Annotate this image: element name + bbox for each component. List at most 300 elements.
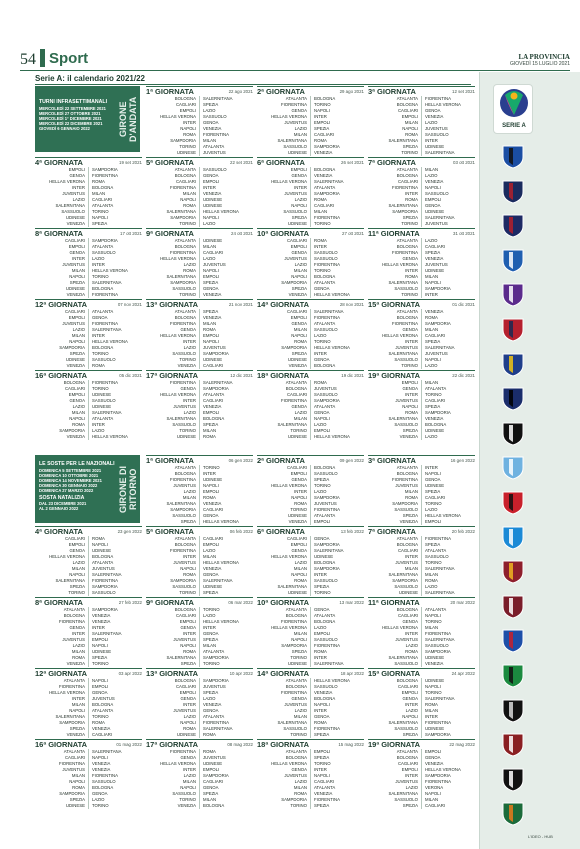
- home-team: BOLOGNA: [63, 380, 85, 385]
- round-label: 2ª GIORNATA: [257, 456, 305, 465]
- home-team: GENOA: [402, 327, 418, 333]
- away-team: SPEZIA: [200, 590, 254, 596]
- away-team: SASSUOLO: [89, 590, 143, 596]
- match-row: [146, 150, 253, 156]
- home-team: MILAN: [182, 495, 196, 501]
- away-team: ROMA: [200, 327, 254, 333]
- home-team: HELLAS VERONA: [160, 761, 196, 767]
- sassuolo-crest-icon: [500, 662, 526, 688]
- away-team: SPEZIA: [200, 280, 254, 286]
- away-team: UDINESE: [200, 761, 254, 767]
- home-team: LAZIO: [294, 708, 307, 714]
- round-block: [146, 157, 253, 227]
- away-team: MILAN: [200, 554, 254, 560]
- round-block: [257, 370, 364, 440]
- round-header: [257, 157, 364, 167]
- home-team: EMPOLI: [290, 244, 307, 250]
- udinese-crest-icon: [500, 766, 526, 792]
- away-team: INTER: [89, 422, 143, 428]
- away-team: GENOA: [200, 572, 254, 578]
- away-team: GENOA: [311, 607, 365, 613]
- round-label: 1ª GIORNATA: [146, 87, 194, 96]
- home-team: CAGLIARI: [286, 536, 307, 541]
- home-team: JUVENTUS: [395, 398, 418, 404]
- home-team: TORINO: [290, 428, 307, 434]
- away-team: ATALANTA: [311, 785, 365, 791]
- round-label: 15ª GIORNATA: [368, 300, 421, 309]
- home-team: GENOA: [180, 696, 196, 702]
- away-team: BOLOGNA: [89, 702, 143, 708]
- away-team: SPEZIA: [200, 309, 254, 315]
- home-team: INTER: [183, 339, 196, 345]
- away-team: INTER: [311, 708, 365, 714]
- home-team: CAGLIARI: [175, 102, 196, 108]
- round-block: [368, 157, 475, 227]
- away-team: SALERNITANA: [200, 96, 254, 102]
- away-team: VENEZIA: [89, 619, 143, 625]
- home-team: GENOA: [180, 755, 196, 761]
- round-date: 12 set 2021: [452, 89, 475, 94]
- away-team: BOLOGNA: [311, 560, 365, 566]
- home-team: LAZIO: [183, 773, 196, 779]
- home-team: TORINO: [290, 507, 307, 513]
- round-block: [368, 370, 475, 440]
- home-team: CAGLIARI: [397, 613, 418, 619]
- home-team: VENEZIA: [399, 519, 418, 525]
- round-date: 22 set 2021: [230, 160, 253, 165]
- home-team: SPEZIA: [69, 280, 85, 286]
- home-team: ATALANTA: [285, 380, 307, 385]
- home-team: SAMPDORIA: [281, 797, 307, 803]
- home-team: BOLOGNA: [285, 613, 307, 619]
- home-team: LAZIO: [183, 714, 196, 720]
- away-team: SALERNITANA: [200, 380, 254, 386]
- away-team: NAPOLI: [89, 215, 143, 221]
- home-team: NAPOLI: [69, 708, 85, 714]
- match-table: [257, 536, 364, 596]
- round-label: 19ª GIORNATA: [368, 371, 421, 380]
- fiorentina-crest-icon: [500, 281, 526, 307]
- home-team: TORINO: [290, 655, 307, 661]
- round-block: [146, 739, 253, 809]
- home-team: INTER: [405, 702, 418, 708]
- away-team: SPEZIA: [422, 542, 476, 548]
- away-team: ATALANTA: [89, 309, 143, 315]
- home-team: ROMA: [72, 422, 85, 428]
- away-team: SASSUOLO: [311, 250, 365, 256]
- round-header: [368, 526, 475, 536]
- away-team: SALERNITANA: [311, 309, 365, 315]
- round-block: [257, 739, 364, 809]
- away-team: TORINO: [89, 386, 143, 392]
- home-team: SAMPDORIA: [59, 791, 85, 797]
- away-team: GENOA: [200, 173, 254, 179]
- home-team: INTER: [183, 554, 196, 560]
- home-team: JUVENTUS: [284, 702, 307, 708]
- home-team: TORINO: [290, 803, 307, 809]
- away-team: NAPOLI: [89, 542, 143, 548]
- away-team: ATALANTA: [311, 185, 365, 191]
- match-row: [35, 590, 142, 596]
- away-team: ROMA: [311, 649, 365, 655]
- away-team: HELLAS VERONA: [200, 209, 254, 215]
- home-team: SALERNITANA: [166, 655, 196, 661]
- away-team: LAZIO: [422, 120, 476, 126]
- round-label: 10ª GIORNATA: [257, 229, 310, 238]
- home-team: MILAN: [293, 327, 307, 333]
- home-team: CAGLIARI: [286, 392, 307, 398]
- home-team: CAGLIARI: [175, 684, 196, 690]
- home-team: MILAN: [71, 566, 85, 572]
- away-team: ATALANTA: [89, 416, 143, 422]
- home-team: VENEZIA: [288, 292, 307, 298]
- away-team: CAGLIARI: [422, 803, 476, 809]
- home-team: GENOA: [291, 477, 307, 483]
- away-team: BOLOGNA: [200, 416, 254, 422]
- round-header: [257, 597, 364, 607]
- away-team: SASSUOLO: [311, 578, 365, 584]
- away-team: FIORENTINA: [200, 720, 254, 726]
- away-team: ROMA: [311, 380, 365, 386]
- home-team: MILAN: [293, 785, 307, 791]
- serie-a-logo-mark: [494, 85, 534, 123]
- away-team: INTER: [422, 714, 476, 720]
- home-team: GENOA: [69, 625, 85, 631]
- away-team: CAGLIARI: [311, 779, 365, 785]
- round-header: [146, 228, 253, 238]
- away-team: UDINESE: [200, 238, 254, 244]
- round-block: [257, 597, 364, 667]
- home-team: ATALANTA: [174, 238, 196, 243]
- away-team: LAZIO: [422, 584, 476, 590]
- ritorno-label: GIRONE DI RITORNO: [118, 465, 138, 513]
- match-row: [368, 363, 475, 369]
- home-team: SALERNITANA: [55, 714, 85, 720]
- round-block: [35, 157, 142, 227]
- home-team: ATALANTA: [174, 309, 196, 314]
- round-label: 6ª GIORNATA: [257, 158, 305, 167]
- round-label: 8ª GIORNATA: [35, 229, 83, 238]
- away-team: MILAN: [311, 209, 365, 215]
- away-team: HELLAS VERONA: [311, 345, 365, 351]
- home-team: ATALANTA: [63, 607, 85, 612]
- calendar-title: Serie A: il calendario 2021/22: [35, 74, 145, 83]
- midweek-date: MERCOLEDÌ 1° DICEMBRE 2021: [39, 116, 102, 121]
- away-team: UDINESE: [200, 357, 254, 363]
- away-team: CAGLIARI: [311, 132, 365, 138]
- round-label: 17ª GIORNATA: [146, 740, 199, 749]
- away-team: TORINO: [311, 761, 365, 767]
- home-team: ATALANTA: [174, 536, 196, 541]
- away-team: NAPOLI: [422, 471, 476, 477]
- match-row: [146, 519, 253, 525]
- match-table: [257, 309, 364, 369]
- home-team: NAPOLI: [69, 339, 85, 345]
- home-team: BOLOGNA: [396, 315, 418, 321]
- home-team: CAGLIARI: [397, 108, 418, 114]
- away-team: ATALANTA: [200, 144, 254, 150]
- home-team: BOLOGNA: [396, 244, 418, 250]
- away-team: VENEZIA: [311, 150, 365, 156]
- away-team: MILAN: [200, 244, 254, 250]
- away-team: GENOA: [200, 708, 254, 714]
- home-team: CAGLIARI: [175, 613, 196, 619]
- away-team: SAMPDORIA: [311, 495, 365, 501]
- match-table: [146, 238, 253, 298]
- away-team: VENEZIA: [422, 114, 476, 120]
- away-team: TORINO: [200, 661, 254, 667]
- home-team: LAZIO: [294, 126, 307, 132]
- home-team: ROMA: [294, 339, 307, 345]
- away-team: JUVENTUS: [200, 755, 254, 761]
- round-header: [368, 455, 475, 465]
- home-team: GENOA: [69, 173, 85, 179]
- away-team: SAMPDORIA: [89, 167, 143, 173]
- away-team: SAMPDORIA: [422, 410, 476, 416]
- away-team: JUVENTUS: [311, 501, 365, 507]
- away-team: SALERNITANA: [89, 327, 143, 333]
- match-table: [146, 167, 253, 227]
- home-team: EMPOLI: [179, 690, 196, 696]
- home-team: BOLOGNA: [396, 542, 418, 548]
- away-team: ATALANTA: [200, 649, 254, 655]
- away-team: NAPOLI: [422, 613, 476, 619]
- home-team: MILAN: [404, 120, 418, 126]
- home-team: INTER: [183, 631, 196, 637]
- round-header: [368, 668, 475, 678]
- section-marker: [40, 49, 45, 67]
- away-team: FIORENTINA: [311, 315, 365, 321]
- home-team: BOLOGNA: [396, 173, 418, 179]
- away-team: EMPOLI: [311, 519, 365, 525]
- roma-crest-icon: [500, 558, 526, 584]
- header-divider: [20, 70, 570, 71]
- home-team: FIORENTINA: [280, 690, 307, 696]
- home-team: FIORENTINA: [280, 398, 307, 404]
- away-team: HELLAS VERONA: [200, 560, 254, 566]
- home-team: JUVENTUS: [395, 483, 418, 489]
- break-date: DOMENICA 30 GENNAIO 2022: [39, 483, 98, 488]
- away-team: INTER: [422, 292, 476, 298]
- away-team: EMPOLI: [311, 120, 365, 126]
- away-team: EMPOLI: [311, 749, 365, 755]
- away-team: NAPOLI: [422, 280, 476, 286]
- away-team: LAZIO: [200, 548, 254, 554]
- match-table: [146, 749, 253, 809]
- match-table: [368, 167, 475, 227]
- away-team: SASSUOLO: [89, 357, 143, 363]
- round-date: 23 gen 2022: [117, 529, 142, 534]
- home-team: GENOA: [180, 327, 196, 333]
- sampdoria-crest-icon: [500, 627, 526, 653]
- away-team: SAMPDORIA: [422, 732, 476, 738]
- home-team: BOLOGNA: [174, 96, 196, 101]
- round-block: [146, 228, 253, 298]
- home-team: FIORENTINA: [58, 761, 85, 767]
- match-row: [368, 519, 475, 525]
- away-team: ROMA: [200, 732, 254, 738]
- away-team: SAMPDORIA: [89, 607, 143, 613]
- round-header: [146, 739, 253, 749]
- away-team: ROMA: [422, 578, 476, 584]
- home-team: SPEZIA: [402, 732, 418, 738]
- round-label: 11ª GIORNATA: [368, 229, 420, 238]
- home-team: FIORENTINA: [280, 619, 307, 625]
- match-table: [368, 309, 475, 369]
- home-team: SASSUOLO: [283, 726, 307, 732]
- home-team: SPEZIA: [69, 726, 85, 732]
- away-team: SASSUOLO: [311, 256, 365, 262]
- round-label: 17ª GIORNATA: [146, 371, 199, 380]
- match-row: [368, 732, 475, 738]
- away-team: ROMA: [311, 138, 365, 144]
- midweek-date: MERCOLEDÌ 27 OTTOBRE 2021: [39, 111, 101, 116]
- home-team: TORINO: [179, 144, 196, 150]
- away-team: SALERNITANA: [89, 631, 143, 637]
- home-team: INTER: [72, 256, 85, 262]
- home-team: INTER: [405, 191, 418, 197]
- away-team: MILAN: [422, 625, 476, 631]
- away-team: VENEZIA: [89, 761, 143, 767]
- match-row: [146, 803, 253, 809]
- home-team: LAZIO: [405, 785, 418, 791]
- home-team: JUVENTUS: [62, 637, 85, 643]
- away-team: VENEZIA: [422, 179, 476, 185]
- home-team: LAZIO: [183, 489, 196, 495]
- round-date: 03 ott 2021: [453, 160, 475, 165]
- home-team: TORINO: [401, 221, 418, 227]
- round-block: [35, 370, 142, 440]
- home-team: UDINESE: [287, 221, 307, 227]
- home-team: TORINO: [179, 292, 196, 298]
- home-team: EMPOLI: [68, 244, 85, 250]
- away-team: TORINO: [89, 274, 143, 280]
- round-block: [368, 299, 475, 369]
- home-team: ROMA: [405, 649, 418, 655]
- home-team: LAZIO: [405, 708, 418, 714]
- away-team: VENEZIA: [200, 292, 254, 298]
- home-team: SPEZIA: [402, 803, 418, 809]
- midweek-date: GIOVEDÌ 6 GENNAIO 2022: [39, 126, 90, 131]
- match-table: [368, 749, 475, 809]
- away-team: ROMA: [200, 495, 254, 501]
- home-team: UDINESE: [287, 434, 307, 440]
- home-team: ATALANTA: [174, 167, 196, 172]
- home-team: NAPOLI: [69, 779, 85, 785]
- home-team: MILAN: [71, 773, 85, 779]
- midweek-date: MERCOLEDÌ 22 SETTEMBRE 2021: [39, 106, 106, 111]
- home-team: SPEZIA: [402, 428, 418, 434]
- home-team: SASSUOLO: [394, 357, 418, 363]
- away-team: SPEZIA: [422, 489, 476, 495]
- away-team: BOLOGNA: [89, 785, 143, 791]
- round-header: [35, 597, 142, 607]
- home-team: CAGLIARI: [64, 386, 85, 392]
- match-table: [35, 749, 142, 809]
- home-team: INTER: [183, 767, 196, 773]
- away-team: SAMPDORIA: [311, 566, 365, 572]
- round-date: 06 mar 2022: [228, 600, 253, 605]
- match-row: [257, 519, 364, 525]
- away-team: SPEZIA: [200, 637, 254, 643]
- home-team: LAZIO: [72, 643, 85, 649]
- home-team: CAGLIARI: [397, 548, 418, 554]
- home-team: SAMPDORIA: [170, 578, 196, 584]
- napoli-crest-icon: [500, 524, 526, 550]
- away-team: FIORENTINA: [422, 720, 476, 726]
- round-block: [368, 455, 475, 525]
- home-team: GENOA: [291, 108, 307, 114]
- match-row: [146, 732, 253, 738]
- round-block: [35, 526, 142, 596]
- round-date: 20 feb 2022: [451, 529, 475, 534]
- away-team: SALERNITANA: [200, 726, 254, 732]
- match-row: [257, 732, 364, 738]
- break-date: DOMENICA 14 NOVEMBRE 2021: [39, 478, 102, 483]
- home-team: JUVENTUS: [284, 120, 307, 126]
- round-label: 1ª GIORNATA: [146, 456, 194, 465]
- round-block: [257, 157, 364, 227]
- away-team: SPEZIA: [311, 803, 365, 809]
- home-team: VENEZIA: [66, 221, 85, 227]
- home-team: FIORENTINA: [169, 185, 196, 191]
- home-team: FIORENTINA: [58, 619, 85, 625]
- winter-break-date: AL 2 GENNAIO 2022: [39, 506, 79, 511]
- away-team: LAZIO: [311, 625, 365, 631]
- home-team: INTER: [183, 702, 196, 708]
- away-team: ATALANTA: [422, 607, 476, 613]
- home-team: VENEZIA: [399, 434, 418, 440]
- round-header: [146, 455, 253, 465]
- home-team: SALERNITANA: [388, 791, 418, 797]
- home-team: SPEZIA: [402, 215, 418, 221]
- home-team: INTER: [294, 489, 307, 495]
- away-team: EMPOLI: [89, 637, 143, 643]
- home-team: HELLAS VERONA: [49, 179, 85, 185]
- round-date: 27 ott 2021: [342, 231, 364, 236]
- home-team: EMPOLI: [68, 392, 85, 398]
- round-label: 18ª GIORNATA: [257, 371, 310, 380]
- home-team: TORINO: [179, 797, 196, 803]
- away-team: SASSUOLO: [89, 779, 143, 785]
- away-team: LAZIO: [422, 238, 476, 244]
- match-row: [368, 803, 475, 809]
- away-team: SPEZIA: [422, 250, 476, 256]
- match-table: [35, 380, 142, 440]
- away-team: TORINO: [89, 209, 143, 215]
- home-team: TORINO: [179, 428, 196, 434]
- home-team: VENEZIA: [66, 434, 85, 440]
- round-label: 15ª GIORNATA: [368, 669, 421, 678]
- home-team: SASSUOLO: [172, 286, 196, 292]
- home-team: INTER: [405, 631, 418, 637]
- away-team: TORINO: [200, 607, 254, 613]
- away-team: VENEZIA: [422, 661, 476, 667]
- away-team: BOLOGNA: [311, 274, 365, 280]
- round-label: 9ª GIORNATA: [146, 229, 194, 238]
- home-team: MILAN: [293, 566, 307, 572]
- away-team: SASSUOLO: [311, 637, 365, 643]
- away-team: ROMA: [89, 363, 143, 369]
- away-team: INTER: [311, 655, 365, 661]
- home-team: JUVENTUS: [173, 560, 196, 566]
- home-team: SALERNITANA: [166, 416, 196, 422]
- away-team: JUVENTUS: [311, 386, 365, 392]
- round-header: [35, 370, 142, 380]
- match-table: [146, 536, 253, 596]
- home-team: ATALANTA: [396, 309, 418, 314]
- match-table: [368, 678, 475, 738]
